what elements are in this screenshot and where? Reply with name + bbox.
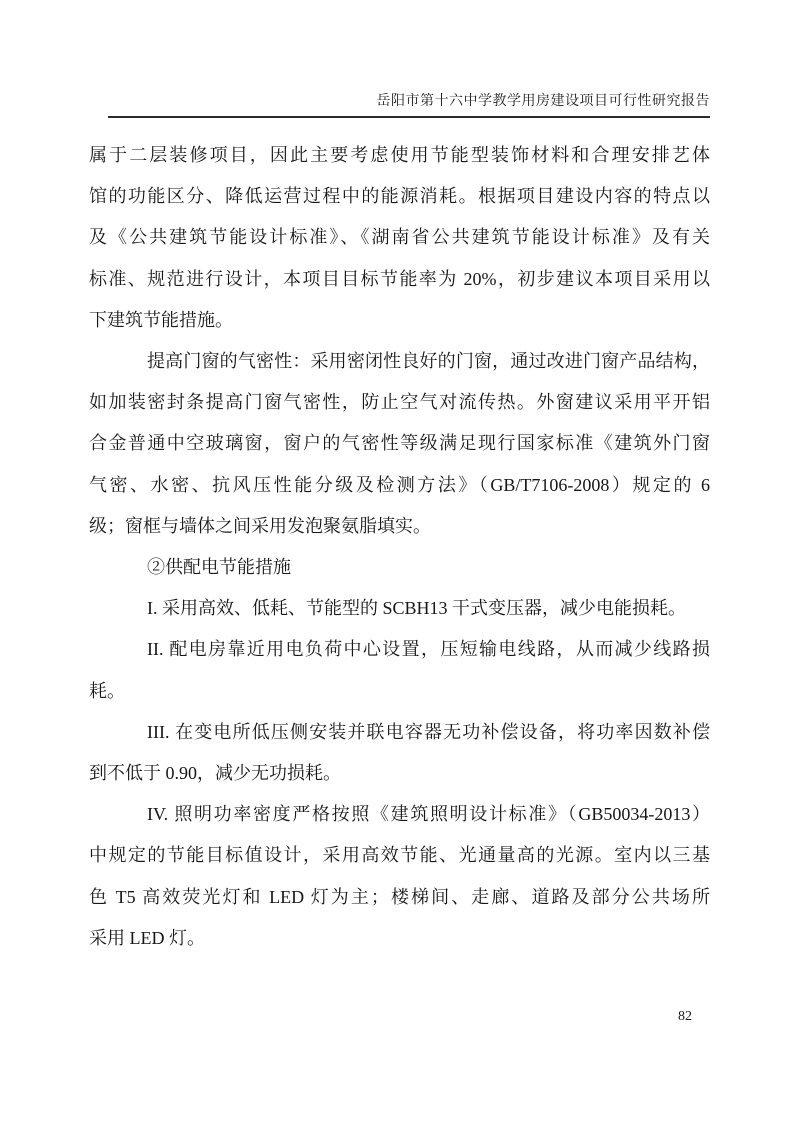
text-line: 到不低于 0.90，减少无功损耗。 [89, 763, 341, 784]
body-text [89, 135, 710, 959]
text-line: 馆的功能区分、降低运营过程中的能源消耗。根据项目建设内容的特点以 [89, 186, 710, 207]
text-line: 采用 LED 灯。 [89, 927, 205, 948]
text-line: II. 配电房靠近用电负荷中心设置，压短输电线路，从而减少线路损 [147, 639, 710, 660]
paragraph [89, 341, 710, 547]
text-line: 耗。 [89, 680, 125, 701]
text-line: ②供配电节能措施 [147, 557, 291, 578]
header-rule [108, 116, 710, 118]
paragraph [89, 135, 710, 341]
paragraph [89, 588, 710, 629]
paragraph [89, 629, 710, 711]
text-line: IV. 照明功率密度严格按照《建筑照明设计标准》（GB50034-2013） [147, 804, 710, 825]
text-line: III. 在变电所低压侧安装并联电容器无功补偿设备，将功率因数补偿 [147, 721, 710, 742]
paragraph [89, 712, 710, 794]
paragraph [89, 794, 710, 959]
paragraph [89, 547, 710, 588]
text-line: 级；窗框与墙体之间采用发泡聚氨脂填实。 [89, 515, 431, 536]
text-line: 下建筑节能措施。 [89, 309, 233, 330]
page-number: 82 [678, 1009, 692, 1024]
text-line: 提高门窗的气密性：采用密闭性良好的门窗，通过改进门窗产品结构， [147, 351, 710, 372]
text-line: 标准、规范进行设计，本项目目标节能率为 20%，初步建议本项目采用以 [89, 268, 710, 289]
text-line: I. 采用高效、低耗、节能型的 SCBH13 干式变压器，减少电能损耗。 [147, 598, 687, 619]
text-line: 如加装密封条提高门窗气密性，防止空气对流传热。外窗建议采用平开铝 [89, 392, 710, 413]
text-line: 气密、水密、抗风压性能分级及检测方法》（GB/T7106-2008）规定的 6 [89, 474, 710, 495]
text-line: 中规定的节能目标值设计，采用高效节能、光通量高的光源。室内以三基 [89, 845, 710, 866]
header-title: 岳阳市第十六中学教学用房建设项目可行性研究报告 [376, 94, 710, 109]
text-line: 及《公共建筑节能设计标准》、《湖南省公共建筑节能设计标准》及有关 [89, 227, 710, 248]
text-line: 合金普通中空玻璃窗，窗户的气密性等级满足现行国家标准《建筑外门窗 [89, 433, 710, 454]
text-line: 属于二层装修项目，因此主要考虑使用节能型装饰材料和合理安排艺体 [89, 145, 710, 165]
text-line: 色 T5 高效荧光灯和 LED 灯为主；楼梯间、走廊、道路及部分公共场所 [89, 886, 710, 907]
